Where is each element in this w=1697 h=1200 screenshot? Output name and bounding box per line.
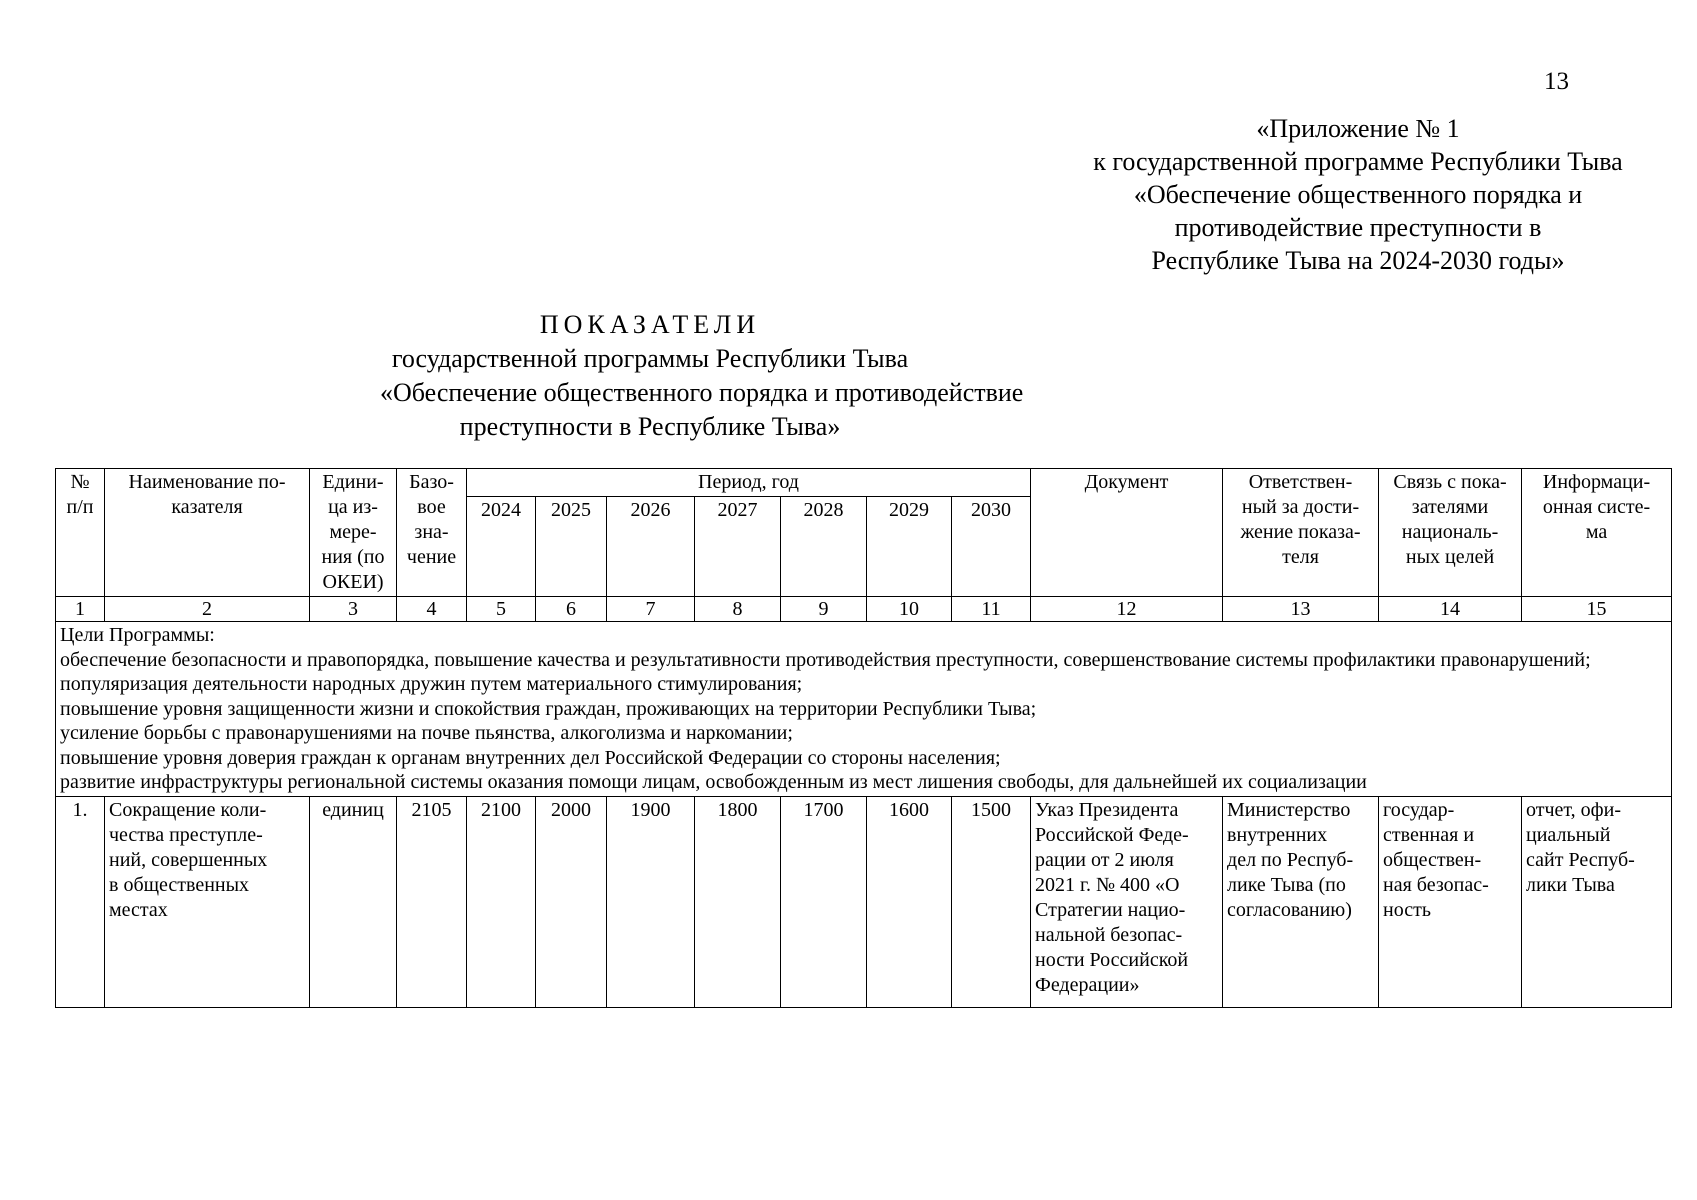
header-year: 2027 xyxy=(695,497,781,597)
goals-title: Цели Программы: xyxy=(60,624,215,646)
column-number: 8 xyxy=(695,597,781,622)
header-info: Информаци- онная систе- ма xyxy=(1522,469,1672,597)
heading-line: «Обеспечение общественного порядка и противодействие xyxy=(380,378,1024,407)
header-num: № п/п xyxy=(56,469,105,597)
row-value: 1700 xyxy=(781,796,867,1007)
annex-line: к государственной программе Республики Тыва xyxy=(1093,147,1623,176)
goal-item: популяризация деятельности народных дружин путем материального стимулирования; xyxy=(60,673,803,695)
row-value: 2100 xyxy=(467,796,536,1007)
column-number: 1 xyxy=(56,597,105,622)
row-responsible: Министерство внутренних дел по Респуб- лике Тыва (по согласованию) xyxy=(1223,796,1379,1007)
row-info: отчет, офи- циальный сайт Респуб- лики Тыва xyxy=(1522,796,1672,1007)
row-value: 1800 xyxy=(695,796,781,1007)
row-value: 1600 xyxy=(867,796,952,1007)
column-number: 7 xyxy=(607,597,695,622)
header-document: Документ xyxy=(1031,469,1223,597)
document-heading xyxy=(380,308,1024,444)
row-unit: единиц xyxy=(310,796,397,1007)
header-year: 2024 xyxy=(467,497,536,597)
header-year: 2026 xyxy=(607,497,695,597)
column-number: 3 xyxy=(310,597,397,622)
header-link: Связь с пока- зателями националь- ных целей xyxy=(1379,469,1522,597)
goals-row xyxy=(56,622,1672,797)
annex-line: Республике Тыва на 2024-2030 годы» xyxy=(1151,246,1565,275)
column-numbers-row xyxy=(56,597,1672,622)
annex-line: «Приложение № 1 xyxy=(1256,114,1460,143)
row-value: 2000 xyxy=(536,796,607,1007)
row-base: 2105 xyxy=(397,796,467,1007)
annex-line: «Обеспечение общественного порядка и xyxy=(1133,180,1583,209)
column-number: 5 xyxy=(467,597,536,622)
row-value: 1500 xyxy=(952,796,1031,1007)
page-number: 13 xyxy=(1544,68,1569,95)
row-name: Сокращение коли- чества преступле- ний, совершенных в общественных местах xyxy=(105,796,310,1007)
header-responsible: Ответствен- ный за дости- жение показа- теля xyxy=(1223,469,1379,597)
column-number: 6 xyxy=(536,597,607,622)
header-year: 2029 xyxy=(867,497,952,597)
header-row xyxy=(56,469,1672,497)
goal-item: повышение уровня доверия граждан к органам внутренних дел Российской Федерации со стороны населения; xyxy=(60,746,1001,769)
goal-item: повышение уровня защищенности жизни и спокойствия граждан, проживающих на территории Республики Тыва; xyxy=(60,697,1037,720)
program-goals xyxy=(56,622,1672,797)
column-number: 14 xyxy=(1379,597,1522,622)
row-link: государ- ственная и обществен- ная безопас- ность xyxy=(1379,796,1522,1007)
column-number: 13 xyxy=(1223,597,1379,622)
header-period: Период, год xyxy=(467,469,1031,497)
row-num: 1. xyxy=(56,796,105,1007)
column-number: 15 xyxy=(1522,597,1672,622)
heading-line: преступности в Республике Тыва» xyxy=(459,412,841,441)
column-number: 2 xyxy=(105,597,310,622)
document-title: ПОКАЗАТЕЛИ xyxy=(539,310,761,339)
annex-block xyxy=(1048,112,1668,277)
column-number: 12 xyxy=(1031,597,1223,622)
header-name: Наименование по-казателя xyxy=(105,469,310,597)
heading-line: государственной программы Республики Тыва xyxy=(391,344,909,373)
row-value: 1900 xyxy=(607,796,695,1007)
header-base: Базо- вое зна- чение xyxy=(397,469,467,597)
header-year: 2030 xyxy=(952,497,1031,597)
goal-item: развитие инфраструктуры региональной системы оказания помощи лицам, освобожденным из мест лишения свободы, для дальнейшей их социализации xyxy=(60,771,1367,793)
table-row xyxy=(56,796,1672,1007)
annex-line: противодействие преступности в xyxy=(1174,213,1542,242)
column-number: 9 xyxy=(781,597,867,622)
indicators-table xyxy=(55,468,1672,1008)
column-number: 11 xyxy=(952,597,1031,622)
column-number: 4 xyxy=(397,597,467,622)
header-year: 2028 xyxy=(781,497,867,597)
column-number: 10 xyxy=(867,597,952,622)
row-document: Указ Президента Российской Феде- рации от 2 июля 2021 г. № 400 «О Стратегии нацио- нальной безопас- ности Российской Федерации» xyxy=(1031,796,1223,1007)
header-unit: Едини- ца из- мере- ния (по ОКЕИ) xyxy=(310,469,397,597)
header-year: 2025 xyxy=(536,497,607,597)
goal-item: усиление борьбы с правонарушениями на почве пьянства, алкоголизма и наркомании; xyxy=(60,722,793,744)
goal-item: обеспечение безопасности и правопорядка, повышение качества и результативности противодействия преступности, совершенствование системы профилактики правонарушений; xyxy=(60,648,1591,671)
